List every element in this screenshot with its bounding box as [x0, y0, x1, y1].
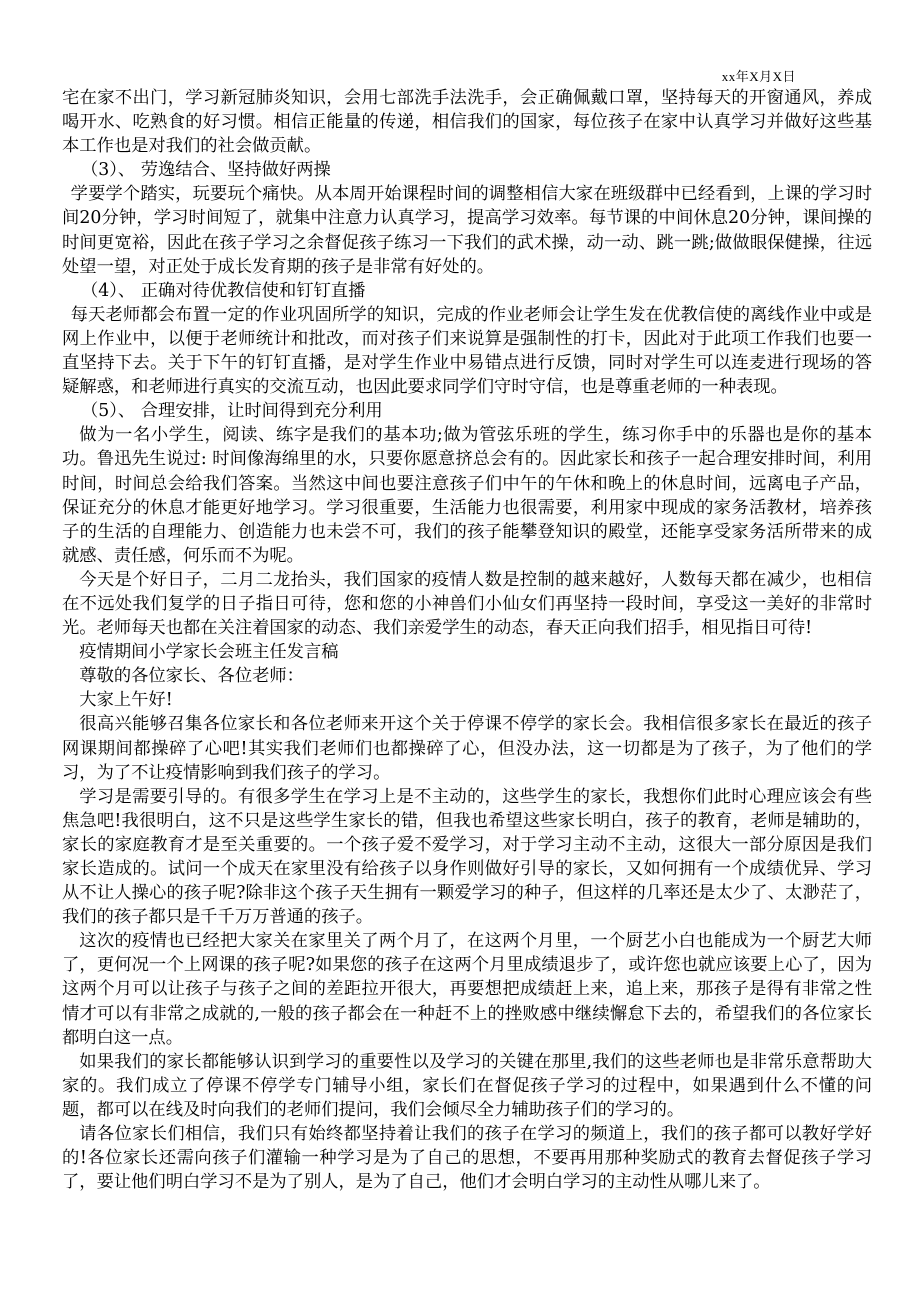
- document-title: 疫情期间小学家长会班主任发言稿: [79, 642, 339, 663]
- salutation: 尊敬的各位家长、各位老师：: [79, 666, 304, 687]
- paragraph: 很高兴能够召集各位家长和各位老师来开这个关于停课不停学的家长会。我相信很多家长在最近的孩子网课期间都操碎了心吧!其实我们老师们也都操碎了心，但没办法，这一切都是为了孩子，为了他们的学习，为了不让疫情影响到我们孩子的学习。: [62, 714, 872, 783]
- paragraph: 这次的疫情也已经把大家关在家里关了两个月了，在这两个月里，一个厨艺小白也能成为一个厨艺大师了，更何况一个上网课的孩子呢?如果您的孩子在这两个月里成绩退步了，或许您也就应该要上心了，因为这两个月可以让孩子与孩子之间的差距拉开很大，再要想把成绩赶上来，追上来，那孩子是得有非常之性情才可以有非常之成就的,一般的孩子都会在一种赶不上的挫败感中继续懈怠下去的，希望我们的各位家长都明白这一点。: [62, 931, 872, 1048]
- paragraph: 做为一名小学生，阅读、练字是我们的基本功;做为管弦乐班的学生，练习你手中的乐器也是你的基本功。鲁迅先生说过: 时间像海绵里的水，只要你愿意挤总会有的。因此家长和孩子一起合理安排时间，利用时间，时间总会给我们答案。当然这中间也要注意孩子们中午的午休和晚上的休息时间，远离电子产品，保证充分的休息才能更好地学习。学习很重要，生活能力也很需要，利用家中现成的家务活教材，培养孩子的生活的自理能力、创造能力也未尝不可，我们的孩子能攀登知识的殿堂，还能享受家务活所带来的成就感、责任感，何乐而不为呢。: [62, 425, 872, 566]
- page-date-header: xx年X月X日: [721, 69, 796, 84]
- paragraph: 宅在家不出门，学习新冠肺炎知识，会用七部洗手法洗手，会正确佩戴口罩，坚持每天的开窗通风，养成喝开水、吃熟食的好习惯。相信正能量的传递，相信我们的国家，每位孩子在家中认真学习并做好这些基本工作也是对我们的社会做贡献。: [62, 88, 872, 157]
- paragraph: 今天是个好日子，二月二龙抬头，我们国家的疫情人数是控制的越来越好，人数每天都在减少，也相信在不远处我们复学的日子指日可待，您和您的小神兽们小仙女们再坚持一段时间，享受这一美好的非常时光。老师每天也都在关注着国家的动态、我们亲爱学生的动态，春天正向我们招手，相见指日可待!: [62, 569, 872, 639]
- document-body: [62, 86, 872, 1194]
- paragraph: 每天老师都会布置一定的作业巩固所学的知识，完成的作业老师会让学生发在优教信使的离线作业中或是网上作业中，以便于老师统计和批改，而对孩子们来说算是强制性的打卡，因此对于此项工作我们也要一直坚持下去。关于下午的钉钉直播，是对学生作业中易错点进行反馈，同时对学生可以连麦进行现场的答疑解惑，和老师进行真实的交流互动，也因此要求同学们守时守信，也是尊重老师的一种表现。: [62, 304, 872, 398]
- paragraph: 请各位家长们相信，我们只有始终都坚持着让我们的孩子在学习的频道上，我们的孩子都可以教好学好的!各位家长还需向孩子们灌输一种学习是为了自己的思想，不要再用那种奖励式的教育去督促孩子学习了，要让他们明白学习不是为了别人，是为了自己，他们才会明白学习的主动性从哪儿来了。: [62, 1124, 872, 1193]
- section-heading: （3）、 劳逸结合、坚持做好两操: [81, 160, 331, 181]
- section-heading: （5）、 合理安排，让时间得到充分利用: [81, 401, 383, 422]
- greeting: 大家上午好!: [79, 690, 173, 711]
- paragraph: 学要学个踏实，玩要玩个痛快。从本周开始课程时间的调整相信大家在班级群中已经看到，上课的学习时间20分钟，学习时间短了，就集中注意力认真学习，提高学习效率。每节课的中间休息20分钟，课间操的时间更宽裕，因此在孩子学习之余督促孩子练习一下我们的武术操，动一动、跳一跳;做做眼保健操，往远处望一望，对正处于成长发育期的孩子是非常有好处的。: [62, 184, 872, 277]
- paragraph: 如果我们的家长都能够认识到学习的重要性以及学习的关键在那里,我们的这些老师也是非常乐意帮助大家的。我们成立了停课不停学专门辅导小组，家长们在督促孩子学习的过程中，如果遇到什么不懂的问题，都可以在线及时向我们的老师们提问，我们会倾尽全力辅助孩子们的学习的。: [62, 1051, 872, 1120]
- section-heading: （4）、 正确对待优教信使和钉钉直播: [81, 280, 366, 301]
- paragraph: 学习是需要引导的。有很多学生在学习上是不主动的，这些学生的家长，我想你们此时心理应该会有些焦急吧!我很明白，这不只是这些学生家长的错，但我也希望这些家长明白，孩子的教育，老师是辅助的，家长的家庭教育才是至关重要的。一个孩子爱不爱学习，对于学习主动不主动，这很大一部分原因是我们家长造成的。试问一个成天在家里没有给孩子以身作则做好引导的家长，又如何拥有一个成绩优异、学习从不让人操心的孩子呢?除非这个孩子天生拥有一颗爱学习的种子，但这样的几率还是太少了、太渺茫了，我们的孩子都只是千千万万普通的孩子。: [62, 786, 872, 928]
